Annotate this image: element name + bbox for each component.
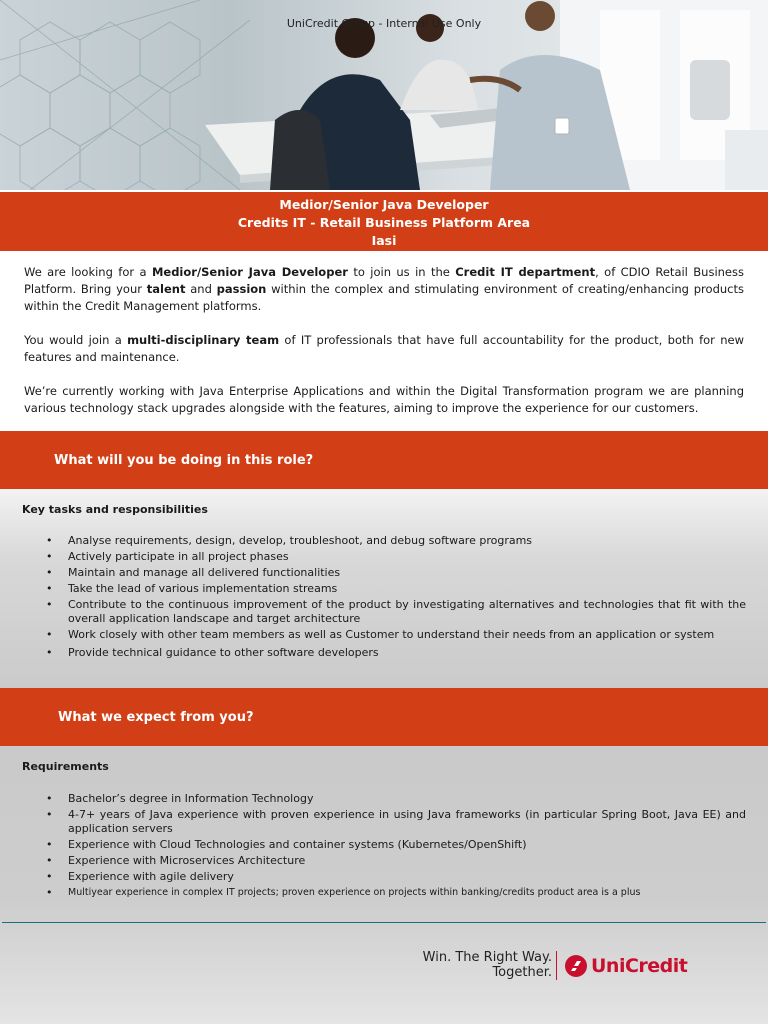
- list-item: • Experience with agile delivery: [46, 870, 234, 883]
- list-item: • Bachelor’s degree in Information Technology: [46, 792, 314, 805]
- list-title-requirements: Requirements: [22, 760, 109, 773]
- list-item: • Contribute to the continuous improvement of the product by investigating alternatives and technologies that fit with the overall application landscape and target architecture: [46, 598, 746, 625]
- list-item: • Multiyear experience in complex IT projects; proven experience on projects within banking/credits product area is a plus: [46, 886, 641, 899]
- job-title-banner: [0, 192, 768, 251]
- list-item: • Experience with Cloud Technologies and container systems (Kubernetes/OpenShift): [46, 838, 527, 851]
- intro-text: [24, 264, 744, 434]
- intro-paragraph-1: We are looking for a Medior/Senior Java Developer to join us in the Credit IT department, of CDIO Retail Business Platform. Bring your talent and passion within the complex and stimulating environment of creating/enhancing products within the Credit Management platforms.: [24, 265, 744, 313]
- section-heading-role: What will you be doing in this role?: [54, 453, 314, 468]
- list-item: • 4-7+ years of Java experience with proven experience in using Java frameworks (in particular Spring Boot, Java EE) and application servers: [46, 808, 746, 835]
- intro-paragraph-2: You would join a multi-disciplinary team of IT professionals that have full accountability for the product, both for new features and maintenance.: [24, 333, 744, 364]
- unicredit-logo-icon: [564, 954, 588, 978]
- list-title-tasks: Key tasks and responsibilities: [22, 503, 208, 516]
- list-item: • Provide technical guidance to other software developers: [46, 646, 379, 659]
- job-department: Credits IT - Retail Business Platform Area: [237, 215, 531, 230]
- tasks-list: [46, 534, 746, 662]
- section-heading-expectations: What we expect from you?: [58, 710, 254, 725]
- list-item: • Work closely with other team members as well as Customer to understand their needs from an application or system: [46, 628, 715, 641]
- section-heading-banner-role: [0, 431, 768, 489]
- list-item: • Maintain and manage all delivered functionalities: [46, 566, 341, 579]
- unicredit-logo: [564, 954, 687, 978]
- list-item: • Analyse requirements, design, develop, troubleshoot, and debug software programs: [46, 534, 533, 547]
- classification-label: UniCredit Group - Internal Use Only: [286, 17, 482, 30]
- footer-divider-line: [2, 922, 766, 923]
- hero-image: [0, 0, 768, 190]
- section-heading-banner-expectations: [0, 688, 768, 746]
- intro-paragraph-3: We’re currently working with Java Enterprise Applications and within the Digital Transformation program we are planning various technology stack upgrades alongside with the features, aiming to improve the experience for our customers.: [24, 384, 744, 415]
- unicredit-logo-text: UniCredit: [591, 955, 688, 977]
- list-item: • Take the lead of various implementation streams: [46, 582, 338, 595]
- requirements-list: [46, 792, 746, 902]
- logo-divider: [556, 951, 557, 980]
- brand-tagline: Win. The Right Way. Together.: [422, 950, 552, 980]
- job-title: Medior/Senior Java Developer: [279, 197, 489, 212]
- list-item: • Experience with Microservices Architecture: [46, 854, 306, 867]
- list-item: • Actively participate in all project phases: [46, 550, 289, 563]
- job-location: Iasi: [371, 233, 397, 248]
